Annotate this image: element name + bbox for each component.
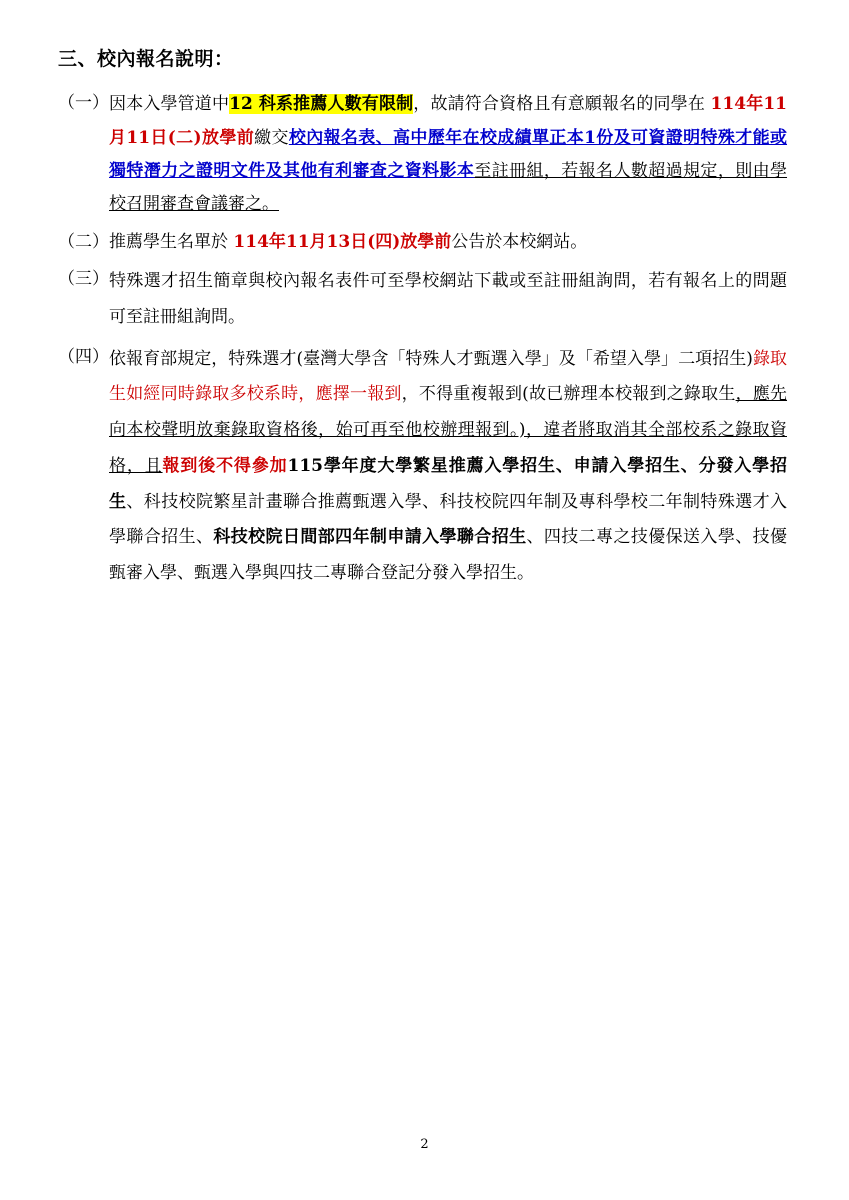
segment-highlight: 12 科系推薦人數有限制 (229, 94, 414, 115)
list-item-4-text (109, 342, 787, 592)
list-item-3 (58, 264, 787, 335)
list-marker-3: （三） (58, 269, 109, 290)
segment-plain: 依報育部規定，特殊選才(臺灣大學含「特殊人才甄選入學」及「希望入學」二項招生) (109, 348, 753, 369)
segment-plain: ，不得重複報到(故已辦理本校報到之錄取生 (401, 384, 736, 405)
segment-plain: 公告於本校網站。 (451, 231, 588, 252)
segment-red-rule: 錄取生如經同時錄取多校系時，應擇一報到 (109, 348, 788, 405)
segment-plain: 推薦學生名單於 (109, 231, 234, 252)
segment-plain: 、四技二專之技優保送入學、技優甄審入學、甄選入學與四技二專聯合登記分發入學招生。 (109, 527, 788, 583)
segment-plain: 因本入學管道中 (109, 94, 230, 115)
list-item-3-text: 特殊選才招生簡章與校內報名表件可至學校網站下載或至註冊組詢問，若有報名上的問題可至註冊組詢問。 (109, 271, 787, 328)
list-marker-2: （二） (58, 231, 109, 252)
page-title: 三、校內報名說明： (58, 48, 234, 70)
segment-bold-programs: 115學年度大學繁星推薦入學招生、申請入學招生、分發入學招生 (109, 455, 787, 512)
segment-underline-note: 至註冊組，若報名人數超過規定，則由學校召開審查會議審之。 (109, 160, 788, 214)
page-number: 2 (420, 1137, 429, 1152)
list-item-4 (58, 342, 787, 592)
list-item-2 (58, 227, 787, 258)
segment-red-date: 114年11月11日(二)放學前 (109, 94, 788, 148)
list-item-1 (58, 88, 787, 221)
segment-plain: ，故請符合資格且有意願報名的同學在 (413, 94, 711, 115)
list-marker-1: （一） (58, 93, 109, 114)
list-item-2-text (109, 227, 787, 258)
segment-red-date: 114年11月13日(四)放學前 (233, 231, 452, 252)
segment-plain: 繳交 (254, 127, 289, 148)
list-marker-4: （四） (58, 346, 109, 367)
segment-underline-note: ，應先向本校聲明放棄錄取資格後，始可再至他校辦理報到。)，違者將取消其全部校系之錄取資格，且 (109, 384, 788, 476)
segment-red-warning: 報到後不得參加 (162, 455, 288, 476)
segment-bold-programs-2: 科技校院日間部四年制申請入學聯合招生 (213, 527, 527, 548)
segment-plain: 、科技校院繁星計畫聯合推薦甄選入學、科技校院四年制及專科學校二年制特殊選才入學聯合招生、 (109, 491, 788, 548)
segment-blue-documents: 校內報名表、高中歷年在校成績單正本1份及可資證明特殊才能或獨特潛力之證明文件及其他有利審查之資料影本 (109, 127, 788, 181)
list-item-1-text (109, 88, 787, 221)
